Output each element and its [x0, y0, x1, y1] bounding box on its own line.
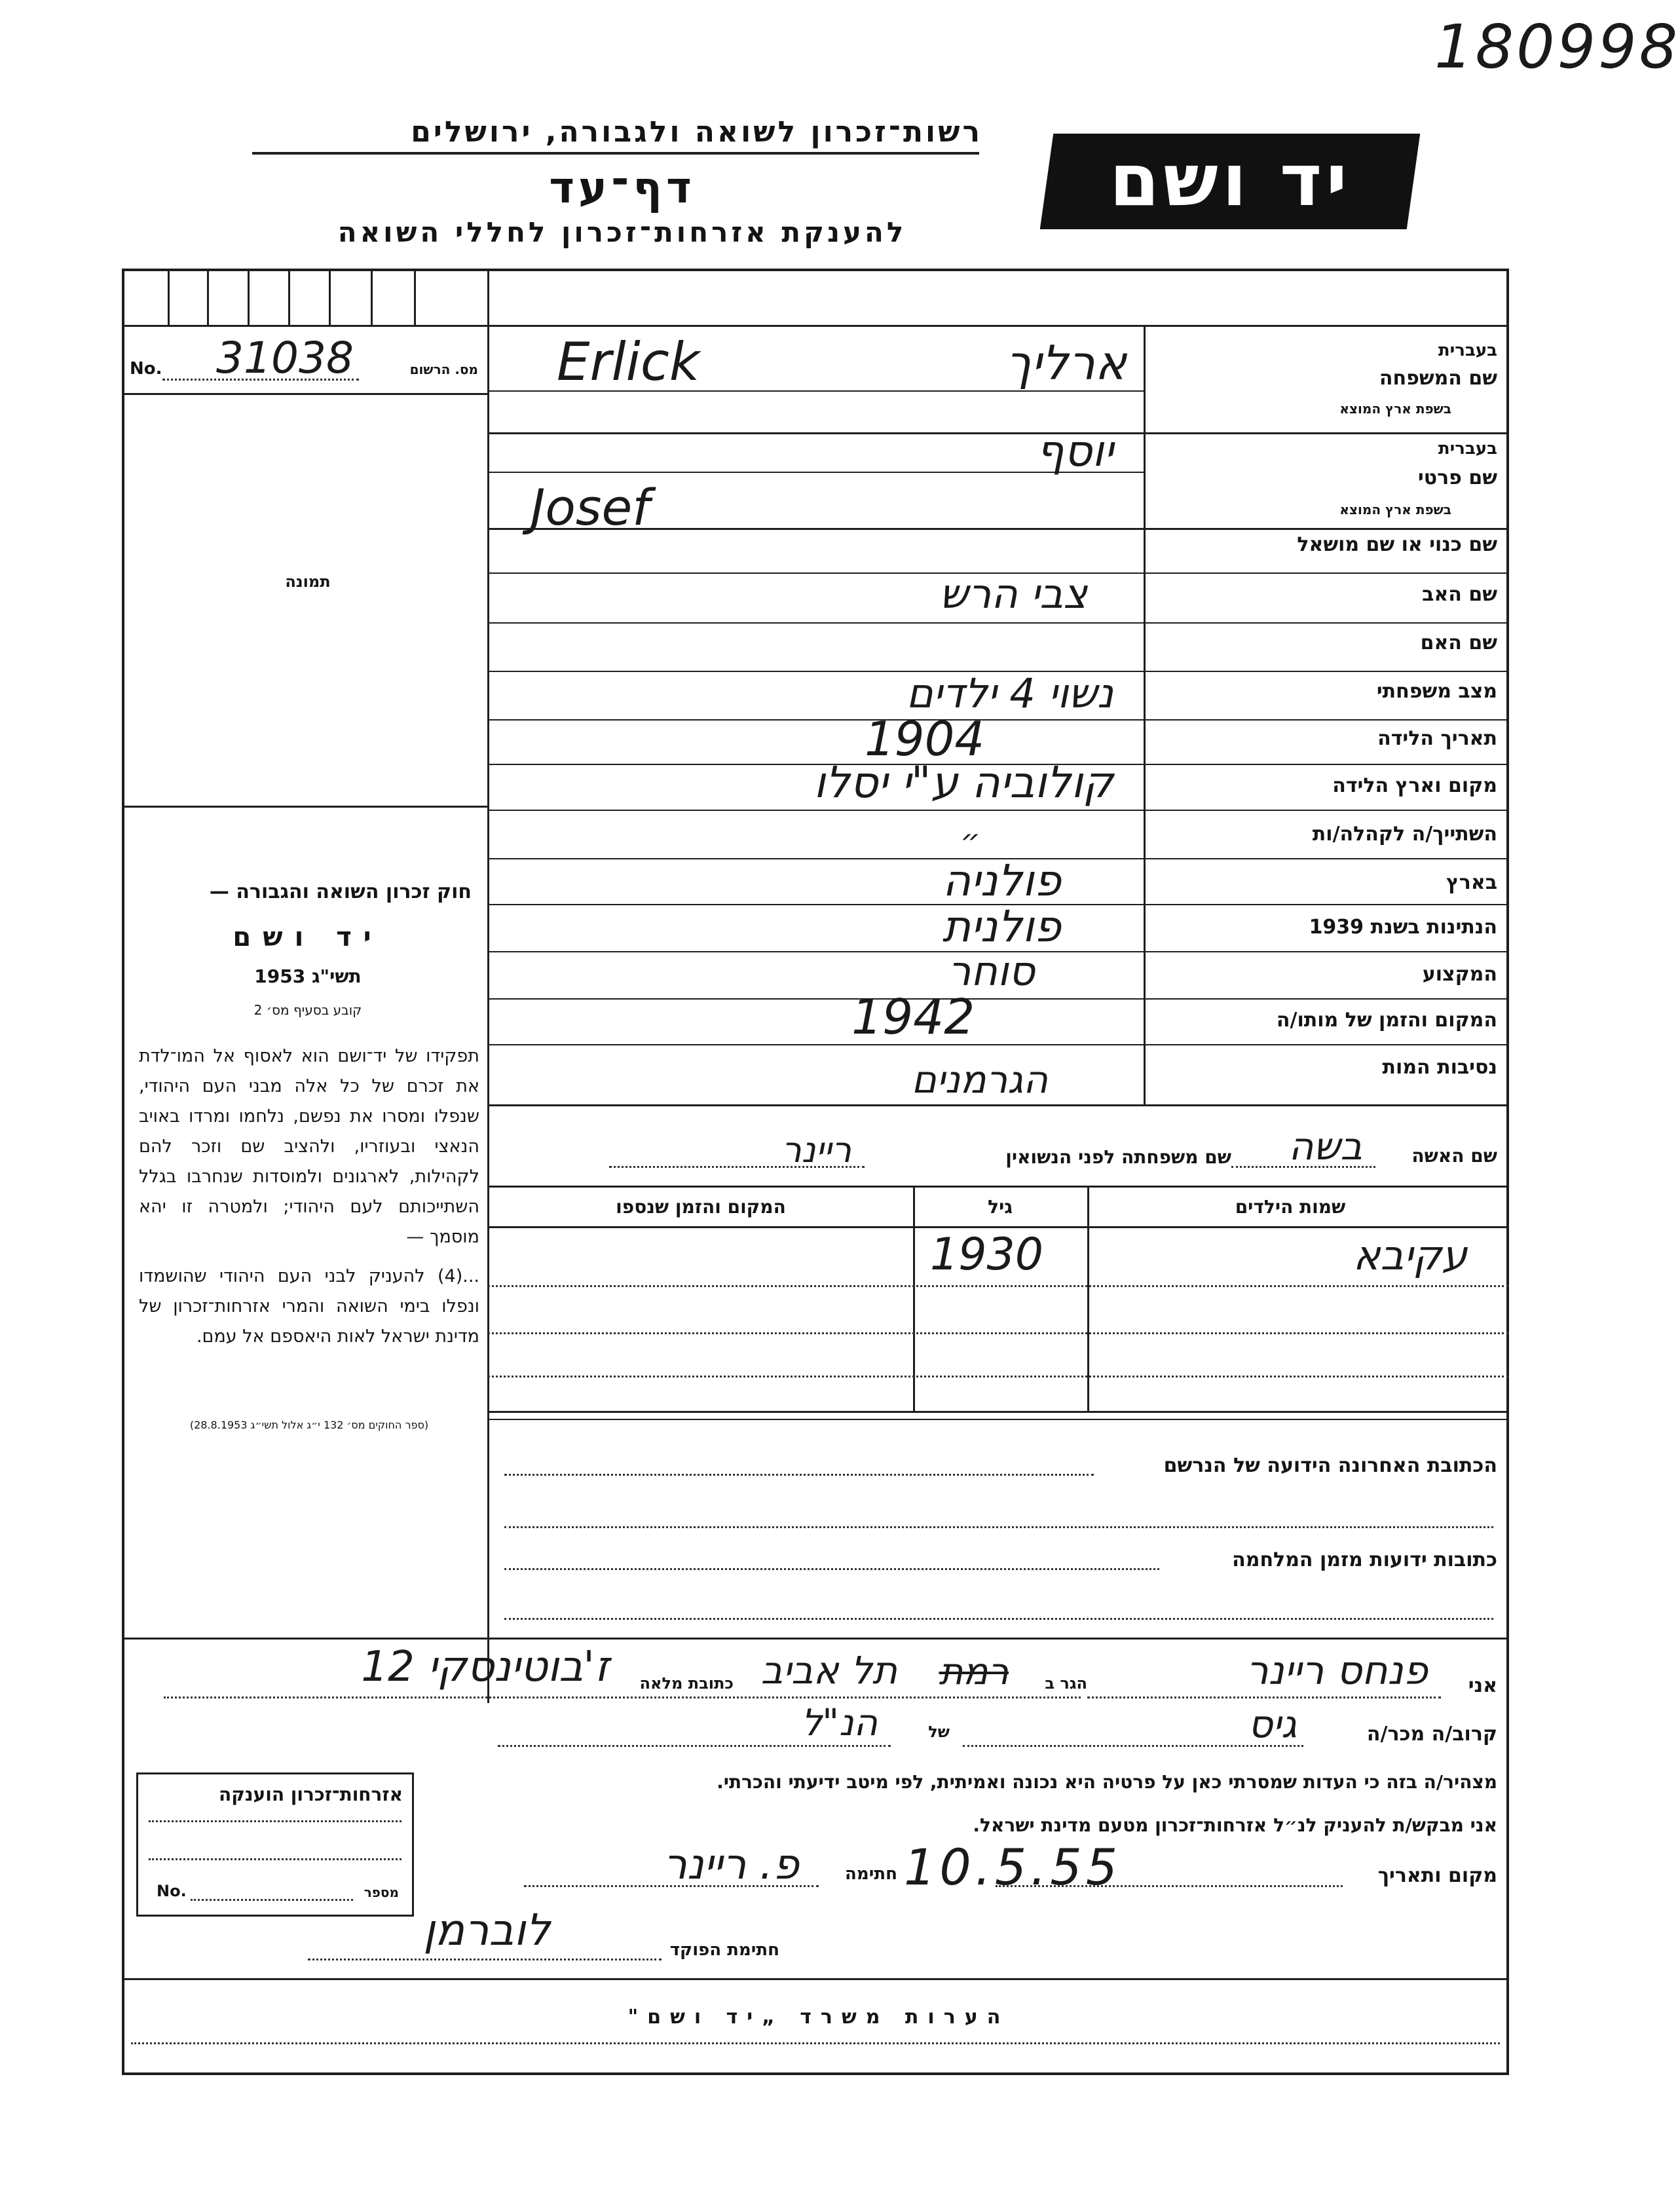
children-place-header: המקום והזמן שנספו [616, 1196, 786, 1218]
photo-divider [122, 806, 487, 808]
wartime-address-line [504, 1568, 1159, 1570]
registration-no-label: No. [130, 359, 162, 379]
strip-box [288, 269, 290, 325]
citizenship-no-label: No. [157, 1882, 187, 1900]
clerk-signature-line [308, 1959, 662, 1960]
origin-language-label: בשפת ארץ המוצא [1339, 502, 1451, 517]
strip-box [207, 269, 209, 325]
archive-number: 180998 [1434, 12, 1680, 82]
city-struck: רמת [939, 1651, 1009, 1693]
community-label: השתייך/ה לקהלה/ות [1312, 823, 1497, 846]
family-name-label: שם המשפחה [1379, 367, 1497, 390]
nickname-label: שם כנוי או שם מושאל [1297, 533, 1497, 556]
law-year: תשי"ג 1953 [254, 965, 362, 987]
footer-top-rule [122, 1978, 1509, 1980]
clerk-signature: לוברמן [423, 1905, 550, 1955]
in-hebrew-label: בעברית [1438, 341, 1497, 360]
row-rule [487, 719, 1509, 721]
first-name-latin: Josef [531, 478, 650, 536]
family-name-latin: Erlick [557, 331, 700, 392]
footer-line [131, 2042, 1500, 2044]
children-row-rule [487, 1285, 1509, 1287]
law-title: חוק זכרון השואה והגבורה — [209, 880, 472, 903]
marital-status-label: מצב משפחתי [1376, 680, 1497, 703]
top-strip-divider [122, 325, 1509, 327]
declarant-date: 10.5.55 [904, 1838, 1122, 1896]
declarant-i-label: אני [1468, 1674, 1497, 1697]
request-text: אני מבקש/ת להעניק לנ״ל אזרחות־זכרון מטעם מדינת ישראל. [973, 1814, 1497, 1836]
photo-label: תמונה [285, 572, 331, 591]
yad-vashem-logo [1040, 134, 1421, 229]
row-rule [487, 1044, 1509, 1045]
authority-title: רשות־זכרון לשואה ולגבורה, ירושלים [411, 115, 982, 149]
declarant-street: ז'בוטינסקי 12 [361, 1643, 609, 1691]
origin-language-label: בשפת ארץ המוצא [1339, 401, 1451, 417]
wife-bottom-rule [487, 1186, 1509, 1188]
strip-box [248, 269, 250, 325]
row-rule [487, 622, 1509, 624]
in-hebrew-label: בעברית [1438, 439, 1497, 459]
footer-remarks: הערות משרד „יד ושם" [627, 2006, 1010, 2029]
father-name-value: צבי הרש [939, 570, 1087, 618]
nationality-label: הנתינות בשנת 1939 [1309, 916, 1497, 939]
birth-place-label: מקום וארץ הלידה [1332, 774, 1497, 797]
registration-divider [122, 393, 487, 395]
details-bottom-rule [487, 1104, 1509, 1106]
address-top-rule [487, 1419, 1509, 1420]
profession-value: סוחר [948, 947, 1035, 995]
in-country-value: פולניה [942, 855, 1061, 906]
wife-maiden-value: ריינר [781, 1129, 851, 1171]
profession-label: המקצוע [1422, 963, 1497, 986]
citizenship-box-title: אזרחות־זכרון הוענקה [219, 1784, 403, 1805]
strip-box [329, 269, 331, 325]
wartime-address-label: כתובות ידועות מזמן המלחמה [1232, 1548, 1497, 1571]
last-address-label: הכתובת האחרונה הידועה של הנרשם [1163, 1454, 1497, 1477]
registration-number: 31038 [216, 333, 354, 383]
in-country-label: בארץ [1446, 871, 1497, 894]
declarant-signature: פ. ריינר [663, 1841, 799, 1889]
children-bottom-rule [487, 1411, 1509, 1413]
child-name: עקיבא [1353, 1231, 1467, 1279]
mother-name-label: שם האם [1420, 631, 1497, 654]
place-date-label: מקום ותאריך [1377, 1864, 1497, 1887]
full-address-label: כתובת מלאה [639, 1674, 734, 1693]
strip-box [414, 269, 416, 325]
children-names-header: שמות הילדים [1235, 1196, 1346, 1218]
strip-box [371, 269, 373, 325]
law-text-2: ...(4) להעניק לבני העם היהודי שהושמדו ונפלו בימי השואה והמרי אזרחות־זכרון של מדינת ישראל לאות היאספם אל עמם. [139, 1266, 479, 1347]
birth-place-value: קולוביה ע"י יסלו [813, 757, 1113, 808]
community-value: ״ [960, 823, 980, 859]
father-name-label: שם האב [1422, 583, 1497, 606]
law-text-1: תפקידו של יד־ושם הוא לאסוף אל המו־לדת את זכרם של כל אלה מבני העם היהודי, שנפלו ומסרו את נפשם, נלחמו ומרדו באויב הנאצי ובעוזריו, ולהציב שם וזכר להם לקהילות, לארגונים ולמוסדות שנחרבו בגלל השתייכותם לעם היהודי; ולמטרה זו יהא מוסמך — [139, 1046, 479, 1247]
last-address-line-2 [504, 1526, 1493, 1528]
registration-label: מס. הרשום [409, 362, 478, 377]
of-line [498, 1745, 891, 1747]
death-cause-value: הגרמנים [911, 1057, 1048, 1102]
birth-date-label: תאריך הלידה [1377, 727, 1497, 750]
authority-underline [252, 152, 979, 155]
children-header-rule [487, 1226, 1509, 1228]
death-place-time-label: המקום והזמן של מותו/ה [1276, 1009, 1497, 1032]
of-value: הנ"ל [801, 1702, 878, 1744]
children-age-header: גיל [988, 1196, 1013, 1218]
declaration-text: מצהיר/ה בזה כי העדות שמסרתי כאן על פרטיה היא נכונה ואמיתית, לפי מיטב ידיעתי והכרתי. [717, 1771, 1497, 1793]
relation-value: גיס [1248, 1702, 1297, 1746]
form-title: דף־עד [549, 162, 696, 213]
nationality-value: פולנית [942, 901, 1061, 952]
citizenship-line [149, 1820, 401, 1822]
relation-line [963, 1745, 1303, 1747]
declarant-city: תל אביב [760, 1648, 897, 1693]
citizenship-line [149, 1858, 401, 1860]
lives-in-label: הגר ב [1045, 1674, 1087, 1693]
logo-text: יד ושם [1109, 138, 1351, 222]
death-cause-label: נסיבות המות [1382, 1056, 1497, 1079]
address-line [164, 1696, 1081, 1698]
wife-name-label: שם האשה [1411, 1145, 1497, 1167]
birth-date-value: 1904 [865, 711, 985, 766]
signature-label: חתימה [845, 1864, 897, 1884]
children-row-rule [487, 1332, 1509, 1334]
law-citation: (ספר החוקים מס׳ 132 י״ג אלול תשי״ג 28.8.1953) [189, 1419, 429, 1431]
law-section: קובע בסעיף מס׳ 2 [253, 1002, 362, 1018]
marital-status-value: נשוי 4 ילדים [906, 669, 1113, 717]
clerk-signature-label: חתימת הפוקד [669, 1940, 779, 1960]
declarant-name-line [1087, 1696, 1441, 1698]
declarant-top-rule [122, 1638, 1509, 1640]
child-age: 1930 [930, 1229, 1044, 1281]
row-rule [487, 810, 1509, 811]
citizenship-box [136, 1772, 414, 1917]
relative-label: קרוב/ה מכר/ה [1366, 1723, 1497, 1746]
labels-column-divider [1144, 325, 1146, 1104]
citizenship-number-line [191, 1899, 353, 1901]
declarant-name: פנחס ריינר [1246, 1648, 1428, 1694]
first-name-label: שם פרטי [1417, 466, 1497, 489]
left-panel-divider [487, 269, 489, 1703]
law-name: יד ושם [233, 922, 383, 952]
last-address-line [504, 1474, 1094, 1476]
wife-maiden-label: שם משפחתה לפני הנשואין [1005, 1146, 1231, 1168]
wartime-address-line-2 [504, 1618, 1493, 1620]
citizenship-number-label: מספר [364, 1884, 399, 1900]
form-subtitle: להענקת אזרחות־זכרון לחללי השואה [337, 216, 907, 248]
strip-box [168, 269, 170, 325]
children-row-rule [487, 1376, 1509, 1378]
signature-line [524, 1885, 819, 1887]
of-label: של [928, 1723, 950, 1741]
death-date-value: 1942 [851, 989, 975, 1045]
wife-name-value: בשה [1288, 1124, 1362, 1169]
row-rule [487, 998, 1509, 1000]
first-name-hebrew: יוסף [1036, 426, 1113, 476]
family-name-hebrew: ארליך [1005, 335, 1127, 390]
